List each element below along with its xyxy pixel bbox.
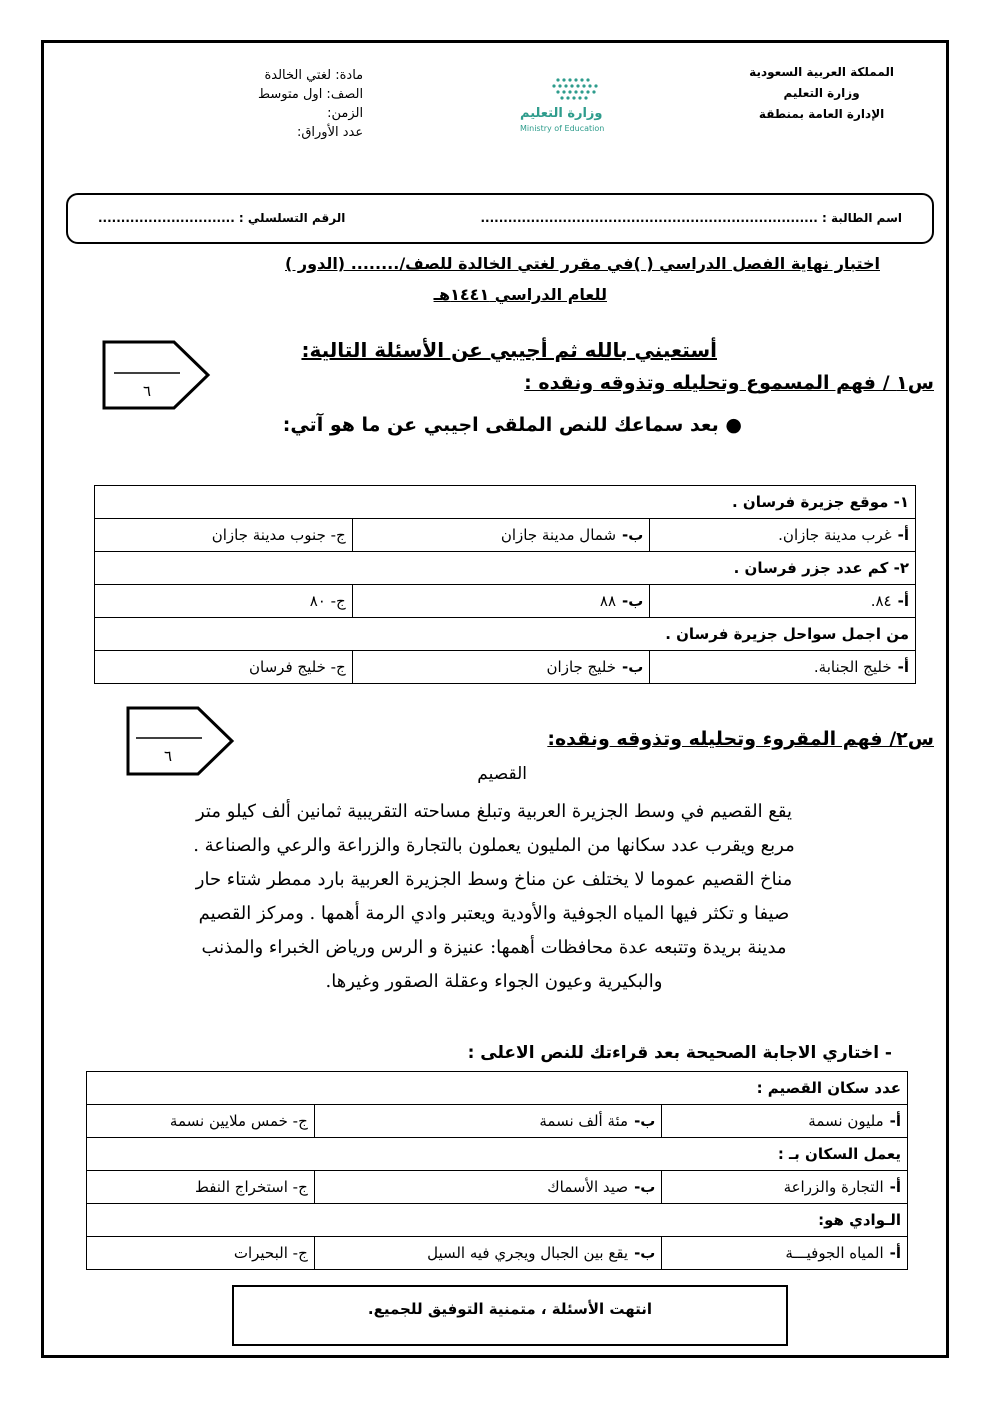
passage-line: صيفا و تكثر فيها المياه الجوفية والأودية ويعتبر وادي الرمة أهمها . ومركز القصيم (198, 903, 790, 924)
table-row (87, 1072, 908, 1105)
passage-line: والبكيرية وعيون الجواء وعقلة الصقور وغيرها. (325, 971, 663, 992)
q2-3-option-c[interactable]: ج- البحيرات (87, 1237, 315, 1270)
q1-question-1: ١- موقع جزيرة فرسان . (95, 486, 916, 519)
q1-table (94, 485, 916, 684)
table-row (87, 1138, 908, 1171)
q2-instruction: - اختاري الاجابة الصحيحة بعد قراءتك للنص الاعلى : (467, 1043, 892, 1063)
q1-1-option-b[interactable]: ب-شمال مدينة جازان (352, 519, 650, 552)
q2-score: ٦ (163, 747, 173, 765)
table-row (95, 519, 916, 552)
q1-instruction: ● بعد سماعك للنص الملقى اجيبي عن ما هو آتي: (282, 414, 742, 436)
q2-3-option-b[interactable]: ب-يقع بين الجبال ويجري فيه السيل (314, 1237, 662, 1270)
passage-line: مربع ويقرب عدد سكانها من المليون يعملون بالتجارة والزراعة والرعي والصناعة . (193, 835, 795, 856)
table-row (95, 585, 916, 618)
exam-title: اختبار نهاية الفصل الدراسي ( )في مقرر لغتي الخالدة للصف/........ (الدور ) (285, 254, 880, 273)
q1-1-option-a[interactable]: أ-غرب مدينة جازان. (650, 519, 916, 552)
q1-instruction-text: بعد سماعك للنص الملقى اجيبي عن ما هو آتي: (282, 414, 719, 436)
table-row (95, 552, 916, 585)
q2-3-option-a[interactable]: أ-المياه الجوفيـــة (662, 1237, 908, 1270)
q2-table (86, 1071, 908, 1270)
q2-2-option-c[interactable]: ج- استخراج النفط (87, 1171, 315, 1204)
passage-title: القصيم (477, 764, 527, 784)
q2-2-option-b[interactable]: ب-صيد الأسماك (314, 1171, 662, 1204)
passage-line: مدينة بريدة وتتبعه عدة محافظات أهمها: عنيزة و الرس ورياض الخبراء والمذنب (201, 937, 787, 958)
q1-1-option-c[interactable]: ج- جنوب مدينة جازان (95, 519, 353, 552)
exam-year: للعام الدراسي ١٤٤١هـ (433, 285, 607, 304)
q2-heading: س٢/ فهم المقروء وتحليله وتذوقه ونقده: (547, 728, 934, 750)
header-ministry-block (749, 62, 894, 125)
header-grade: الصف: اول متوسط (258, 87, 364, 102)
table-row (87, 1171, 908, 1204)
serial-number-field[interactable]: الرقم التسلسلي : .............................. (98, 211, 346, 225)
q1-2-option-c[interactable]: ج- ٨٠ (95, 585, 353, 618)
header-subject: مادة: لغتي الخالدة (264, 68, 364, 83)
table-row (87, 1237, 908, 1270)
q1-3-option-c[interactable]: ج- خليج فرسان (95, 651, 353, 684)
q2-1-option-a[interactable]: أ-مليون نسمة (662, 1105, 908, 1138)
logo-arabic-text: وزارة التعليم (520, 106, 603, 121)
ministry-logo (516, 74, 626, 138)
closing-message: انتهت الأسئلة ، متمنية التوفيق للجميع. (367, 1300, 653, 1318)
general-instruction: أستعيني بالله ثم أجيبي عن الأسئلة التالية: (301, 338, 717, 362)
q1-score-badge (102, 340, 212, 410)
header-time: الزمن: (327, 106, 364, 121)
q1-2-option-a[interactable]: أ-٨٤. (650, 585, 916, 618)
q1-3-option-a[interactable]: أ-خليج الجنابة. (650, 651, 916, 684)
q1-heading: س١ / فهم المسموع وتحليله وتذوقه ونقده : (524, 372, 934, 394)
q2-1-option-c[interactable]: ج- خمس ملايين نسمة (87, 1105, 315, 1138)
passage-line: يقع القصيم في وسط الجزيرة العربية وتبلغ مساحته التقريبية ثمانين ألف كيلو متر (195, 801, 792, 822)
header-department: الإدارة العامة بمنطقة (758, 107, 885, 121)
q1-question-2: ٢- كم عدد جزر فرسان . (95, 552, 916, 585)
passage-line: مناخ القصيم عموما لا يختلف عن مناخ وسط الجزيرة العربية بارد ممطر شتاء حار (195, 869, 793, 890)
table-row (95, 651, 916, 684)
table-row (95, 618, 916, 651)
q1-score: ٦ (142, 382, 152, 400)
header-subject-block (258, 66, 363, 142)
q1-2-option-b[interactable]: ب-٨٨ (352, 585, 650, 618)
q1-question-3: من اجمل سواحل جزيرة فرسان . (95, 618, 916, 651)
table-row (87, 1105, 908, 1138)
q1-3-option-b[interactable]: ب-خليج جازان (352, 651, 650, 684)
q2-2-option-a[interactable]: أ-التجارة والزراعة (662, 1171, 908, 1204)
q2-question-3: الـوادي هو: (87, 1204, 908, 1237)
student-info-box[interactable] (66, 193, 934, 244)
header-pages: عدد الأوراق: (296, 125, 364, 140)
closing-message-box (232, 1285, 788, 1346)
q2-question-1: عدد سكان القصيم : (87, 1072, 908, 1105)
reading-passage (94, 795, 894, 999)
table-row (95, 486, 916, 519)
q2-score-badge (126, 706, 236, 776)
q2-question-2: يعمل السكان بـ : (87, 1138, 908, 1171)
q2-1-option-b[interactable]: ب-مئة ألف نسمة (314, 1105, 662, 1138)
header-ministry: وزارة التعليم (783, 86, 860, 100)
header-country: المملكة العربية السعودية (749, 65, 894, 79)
student-name-field[interactable]: اسم الطالبة : .......................................................................... (480, 211, 902, 225)
table-row (87, 1204, 908, 1237)
logo-english-text: Ministry of Education (520, 124, 605, 133)
